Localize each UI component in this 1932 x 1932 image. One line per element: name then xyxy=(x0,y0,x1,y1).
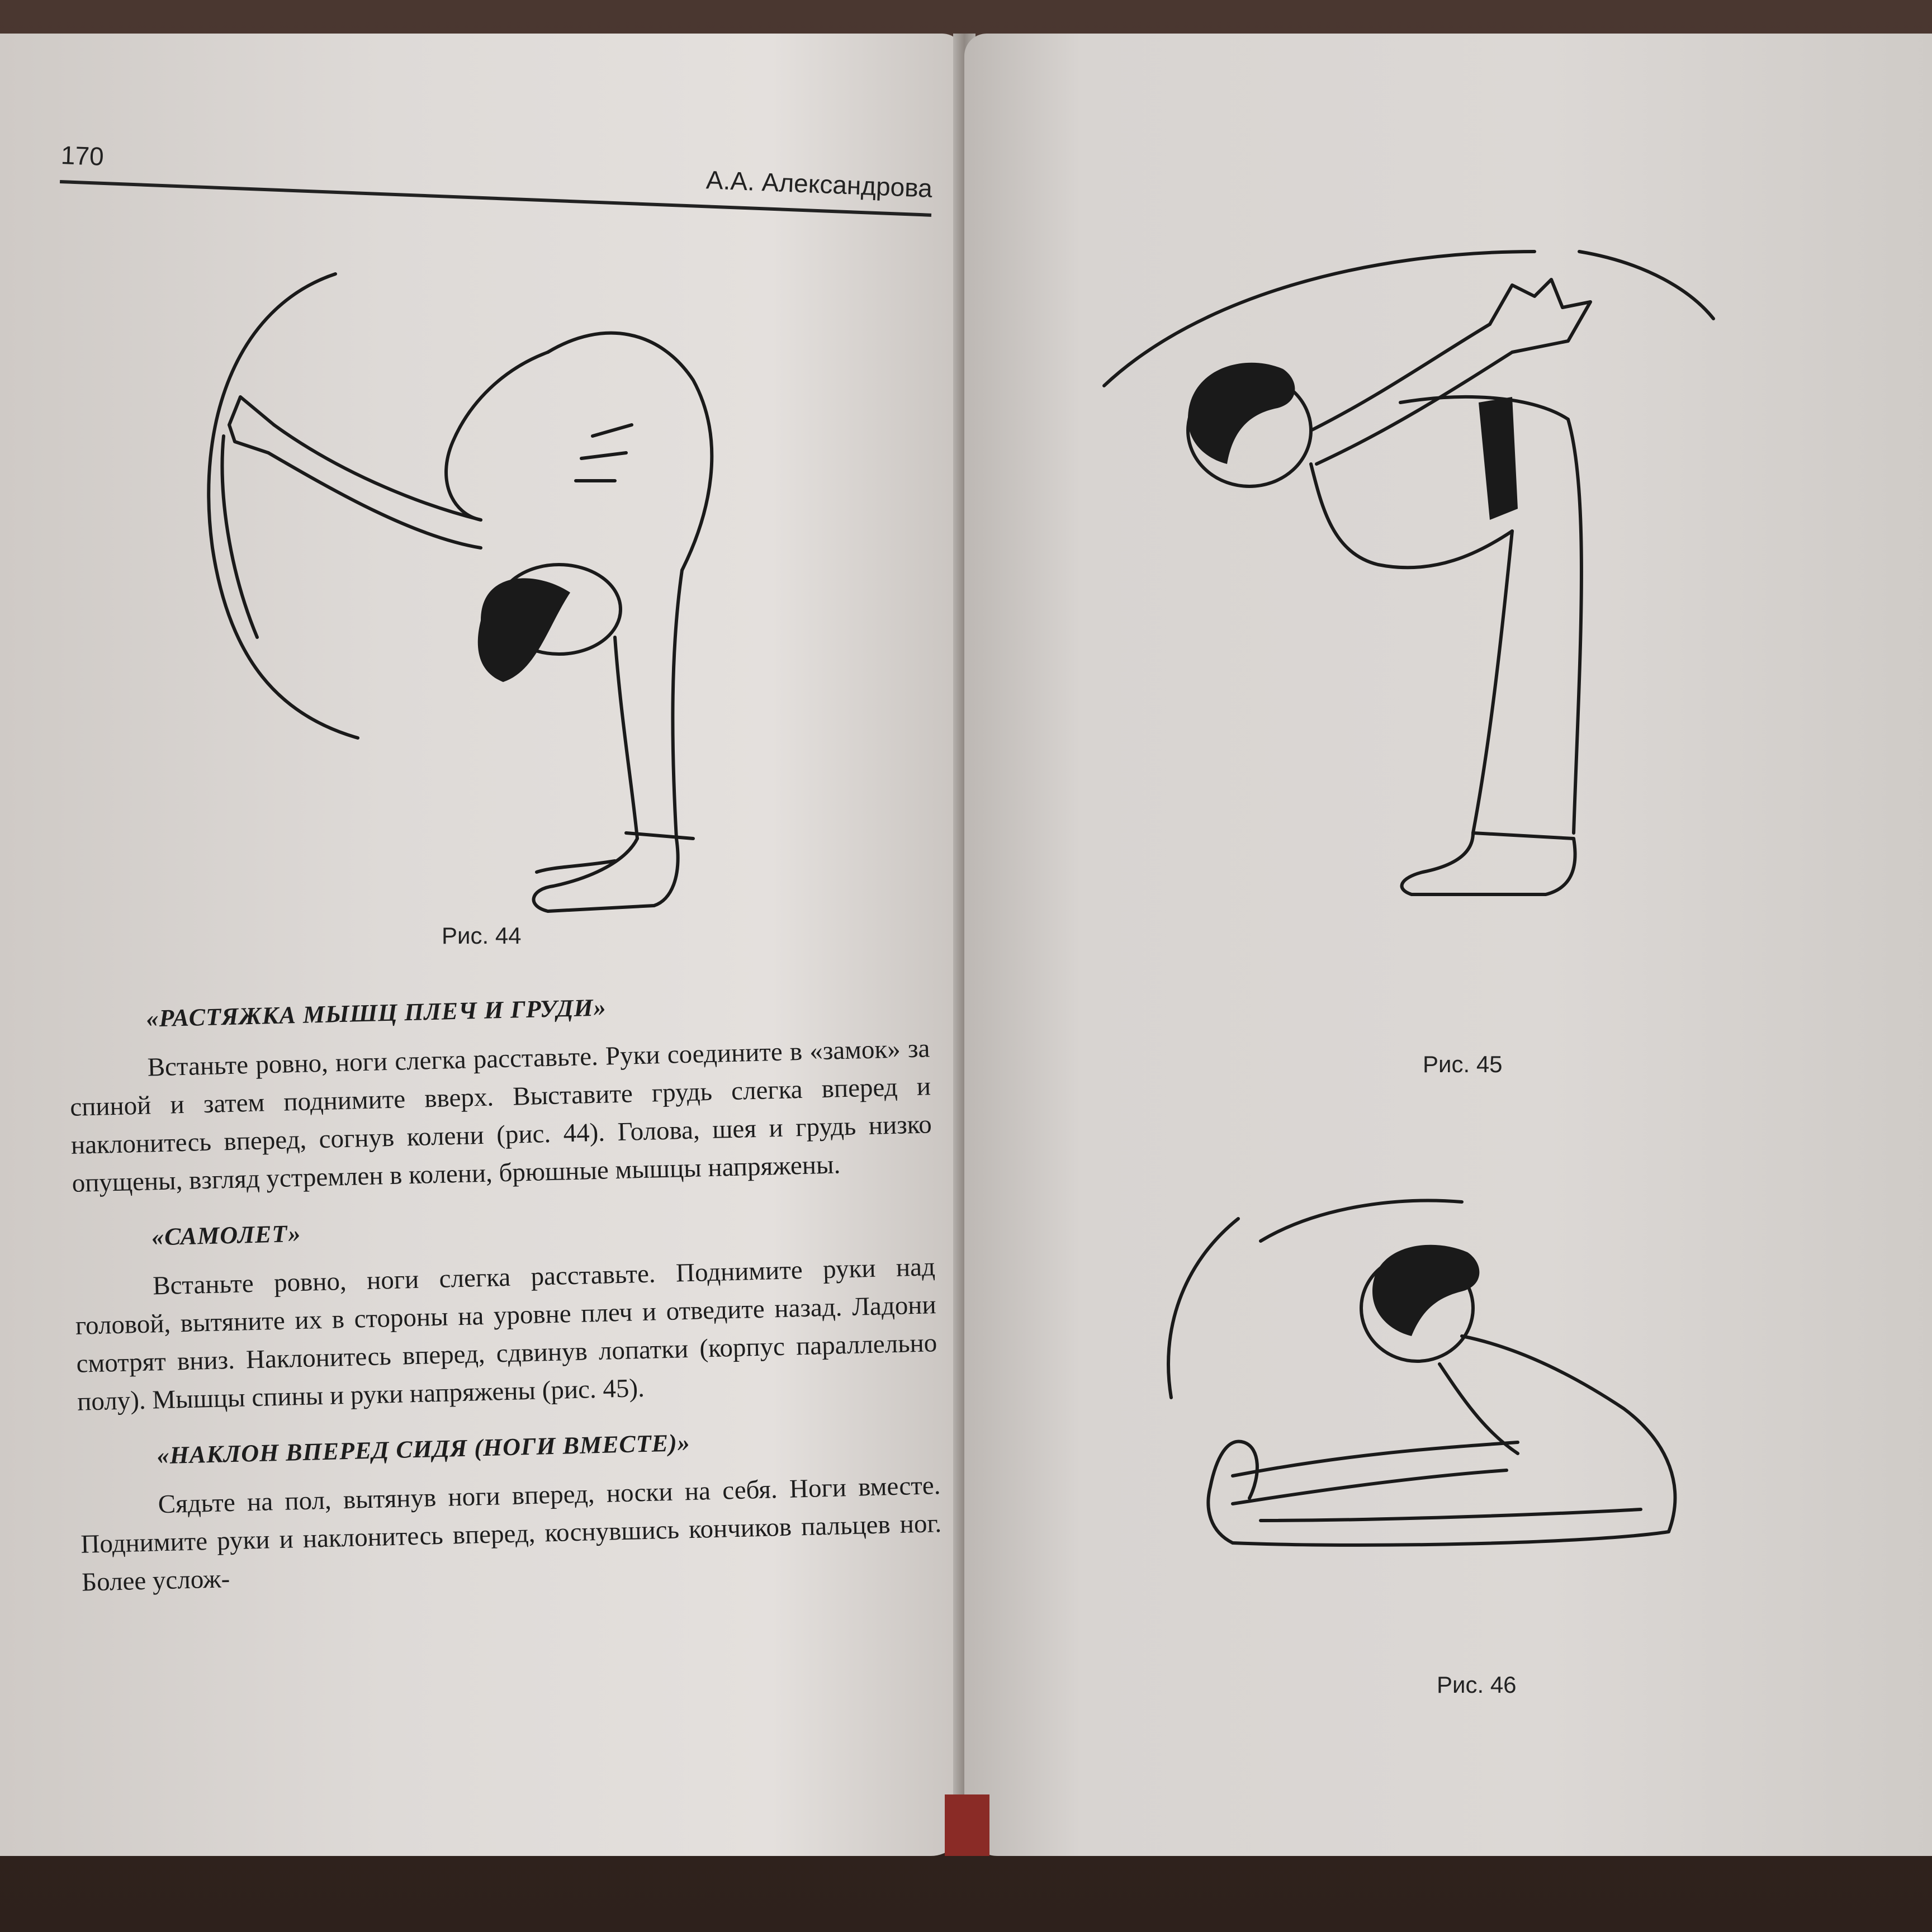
ankle-line xyxy=(1473,833,1574,839)
section-title-shoulder-stretch: «РАСТЯЖКА МЫШЦ ПЛЕЧ И ГРУДИ» xyxy=(145,993,607,1033)
arm-upper xyxy=(1233,1442,1518,1476)
paragraph-airplane: Встаньте ровно, ноги слегка расставьте. Поднимите руки над головой, вытяните их в стороны на уровне плеч и отведите назад. Ладони смотрят вниз. Наклонитесь вперед, сдвинув лопатки (корпус параллельно полу). Мышцы спины и руки напряжены (рис. 45). xyxy=(75,1252,937,1417)
figure-44-drawing xyxy=(190,257,805,945)
figure-45-drawing xyxy=(1087,218,1730,1029)
open-book xyxy=(0,34,1932,1856)
left-page xyxy=(0,34,964,1856)
leg-crease xyxy=(1261,1509,1641,1521)
author-name: А.А. Александрова xyxy=(705,165,933,203)
torso-outline xyxy=(446,352,548,520)
leg-front xyxy=(615,637,637,839)
right-page xyxy=(964,34,1932,1856)
motion-arc-left xyxy=(1168,1219,1238,1398)
paragraph-seated-bend: Сядьте на пол, вытянув ноги вперед, носки на себя. Ноги вместе. Поднимите руки и наклонитесь вперед, коснувшись кончиков пальцев ног. Более услож- xyxy=(80,1471,942,1597)
shirt-folds xyxy=(576,425,632,481)
section-title-airplane: «САМОЛЕТ» xyxy=(151,1219,301,1251)
waistband xyxy=(1479,397,1518,520)
figure-46-caption: Рис. 46 xyxy=(1437,1671,1517,1698)
leg-back xyxy=(673,570,682,839)
paragraph-shoulder-stretch: Встаньте ровно, ноги слегка расставьте. Руки соедините в «замок» за спиной и затем поднимите вверх. Выставите грудь слегка вперед и наклонитесь вперед, согнув колени (рис. 44). Голова, шея и грудь низко опущены, взгляд устремлен в колени, брюшные мышцы напряжены. xyxy=(69,1034,932,1198)
figure-46 xyxy=(1149,1196,1708,1632)
feet xyxy=(1208,1441,1257,1543)
hair xyxy=(1188,363,1295,464)
figure-45-caption: Рис. 45 xyxy=(1423,1051,1503,1077)
hair xyxy=(1372,1245,1479,1336)
page-number: 170 xyxy=(60,140,105,171)
leg-back xyxy=(1568,419,1581,833)
hair xyxy=(478,578,570,682)
figure-46-drawing xyxy=(1149,1196,1708,1632)
running-head xyxy=(60,140,933,218)
arm-upper xyxy=(1311,324,1490,430)
motion-arc xyxy=(209,274,358,738)
book-cover-edge xyxy=(945,1794,989,1856)
figure-45 xyxy=(1087,218,1730,1029)
arm-lower xyxy=(1233,1470,1507,1504)
feet xyxy=(534,839,678,911)
section-title-seated-bend: «НАКЛОН ВПЕРЕД СИДЯ (НОГИ ВМЕСТЕ)» xyxy=(157,1429,691,1470)
motion-arc-right xyxy=(1579,252,1713,319)
figure-44 xyxy=(190,257,805,945)
hands xyxy=(1490,280,1590,352)
left-page-text xyxy=(67,963,943,1601)
torso-front xyxy=(1439,1364,1518,1453)
motion-arc xyxy=(1104,252,1535,386)
torso-front xyxy=(1311,464,1512,567)
figure-44-caption: Рис. 44 xyxy=(442,922,522,949)
arm-lower xyxy=(268,453,481,548)
back-outline xyxy=(548,333,712,570)
motion-arc-top xyxy=(1261,1201,1462,1241)
legs xyxy=(1233,1532,1669,1545)
hand xyxy=(229,397,274,453)
leg-front xyxy=(1473,531,1512,833)
feet xyxy=(1402,833,1575,894)
